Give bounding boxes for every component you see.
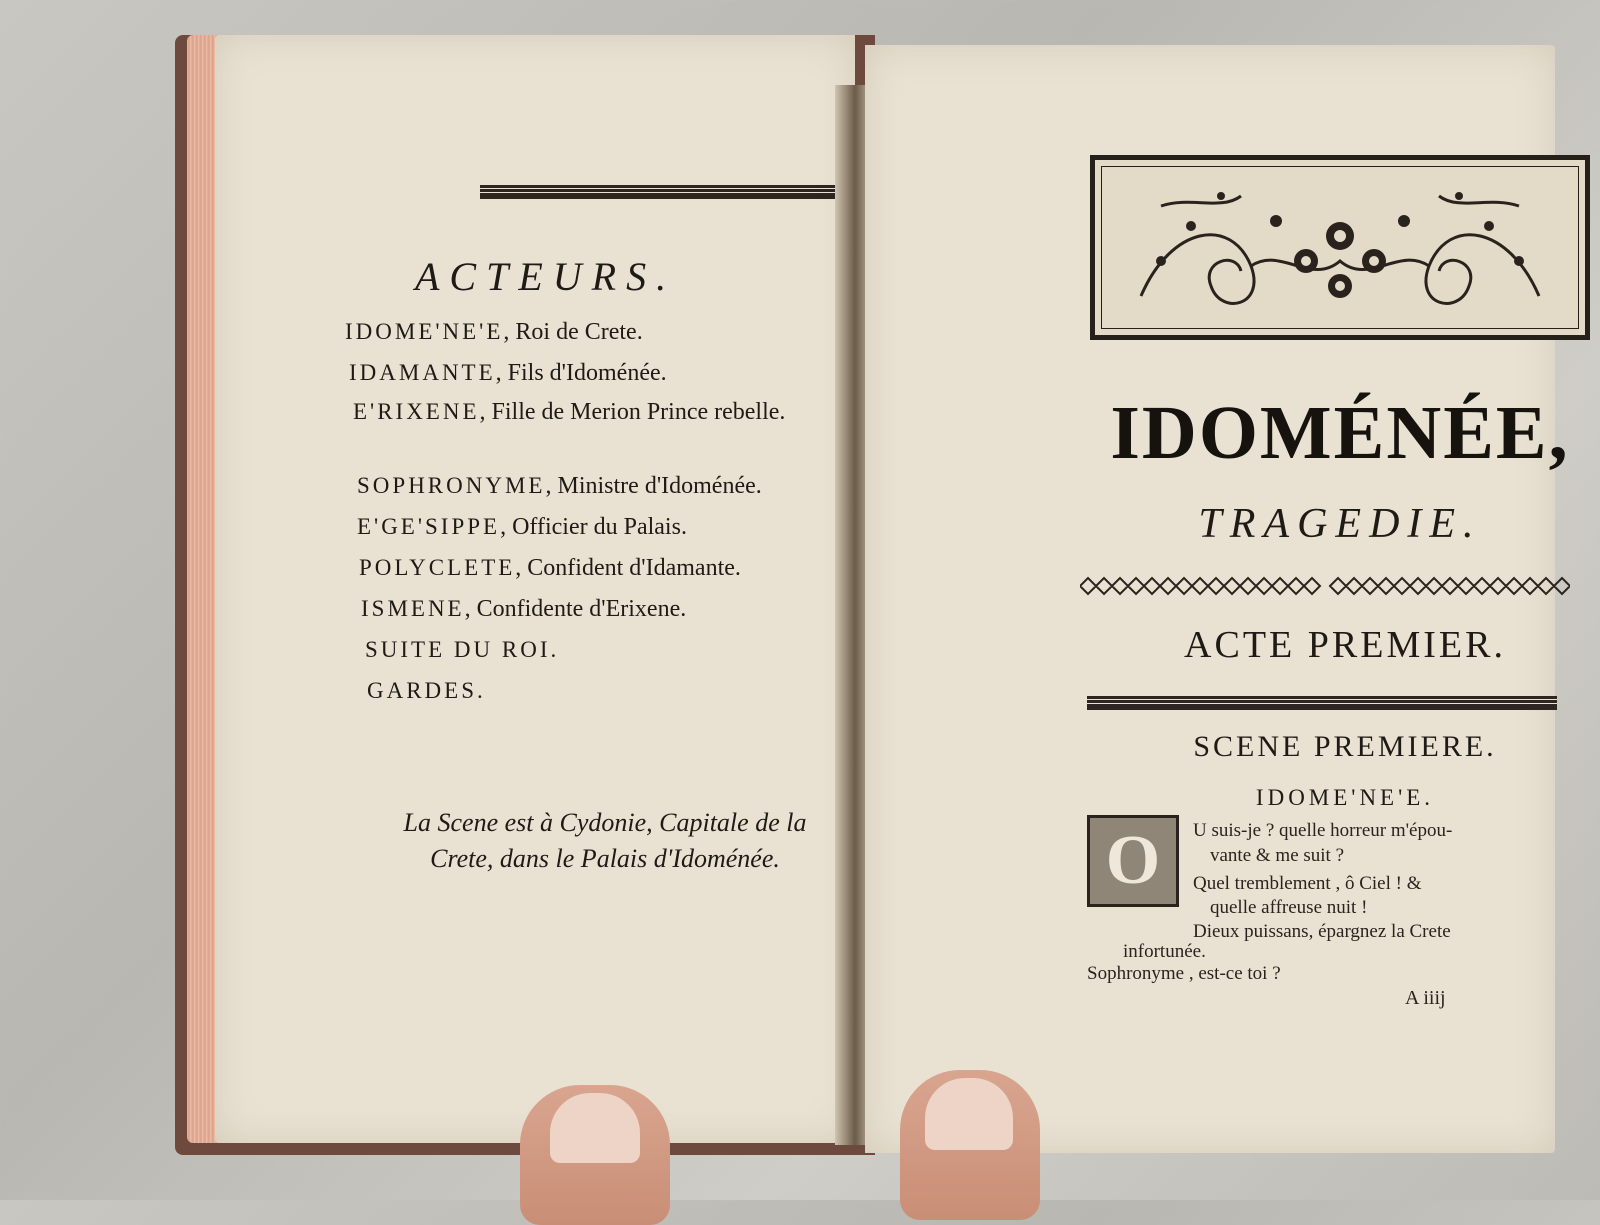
character-name: POLYCLETE [359, 555, 516, 580]
character-name: SUITE DU ROI. [365, 637, 560, 662]
verse-line: quelle affreuse nuit ! [1210, 897, 1368, 918]
character-role: , Fils d'Idoménée. [495, 360, 667, 386]
character-role: , Confidente d'Erixene. [464, 596, 687, 622]
character-name: SOPHRONYME [357, 473, 546, 498]
open-book [175, 25, 1570, 1175]
verse-line: Quel tremblement , ô Ciel ! & [1193, 873, 1422, 894]
act-heading: ACTE PREMIER. [1184, 624, 1506, 666]
cast-heading: ACTEURS. [415, 254, 677, 299]
thumb-right [900, 1070, 1040, 1220]
speaker-name: IDOME'NE'E. [1255, 785, 1435, 810]
cast-item [345, 313, 865, 354]
scene-location-note [355, 805, 855, 877]
cast-item [345, 395, 823, 467]
verse-line: vante & me suit ? [1210, 845, 1345, 866]
cast-item [345, 467, 865, 508]
character-role: , Roi de Crete. [503, 319, 643, 345]
floral-headpiece-ornament [1090, 155, 1590, 340]
scene-heading: SCENE PREMIERE. [1193, 730, 1497, 763]
character-name: E'GE'SIPPE [357, 514, 501, 539]
cast-item [345, 590, 865, 631]
character-name: GARDES. [367, 678, 486, 703]
right-page [865, 45, 1570, 1153]
cast-list [345, 313, 865, 713]
signature-catchword: A iiij [1405, 987, 1446, 1009]
character-name: IDAMANTE [349, 360, 496, 385]
cast-item [345, 508, 865, 549]
character-role: , Ministre d'Idoménée. [545, 473, 762, 499]
floral-scroll-icon [1101, 166, 1579, 329]
cast-item [345, 631, 865, 672]
cast-item [345, 549, 865, 590]
fleuron-divider-icon [1080, 575, 1570, 597]
initial-letter: O [1105, 822, 1161, 899]
cast-item [345, 672, 865, 713]
play-title: IDOMÉNÉE, [1110, 391, 1570, 475]
verse-line: infortunée. [1123, 941, 1206, 962]
character-role: , Fille de Merion Prince rebelle. [479, 399, 786, 425]
character-name: E'RIXENE [353, 399, 480, 424]
act-rule [1087, 696, 1557, 710]
scene-note-line: La Scene est à Cydonie, Capitale de la [403, 808, 807, 837]
scene-note-line: Crete, dans le Palais d'Idoménée. [430, 844, 780, 873]
verse-line: U suis-je ? quelle horreur m'épou- [1193, 820, 1453, 841]
decorated-initial [1087, 815, 1179, 907]
verse-line: Sophronyme , est-ce toi ? [1087, 963, 1281, 984]
thumb-left [520, 1085, 670, 1225]
character-role: , Officier du Palais. [500, 514, 687, 540]
cast-item [345, 354, 865, 395]
verse-line: Dieux puissans, épargnez la Crete [1193, 921, 1451, 942]
left-page [215, 35, 855, 1143]
play-subtitle: TRAGEDIE. [1198, 501, 1482, 547]
character-role: , Confident d'Idamante. [515, 555, 741, 581]
character-name: IDOME'NE'E [345, 319, 504, 344]
character-name: ISMENE [361, 596, 465, 621]
